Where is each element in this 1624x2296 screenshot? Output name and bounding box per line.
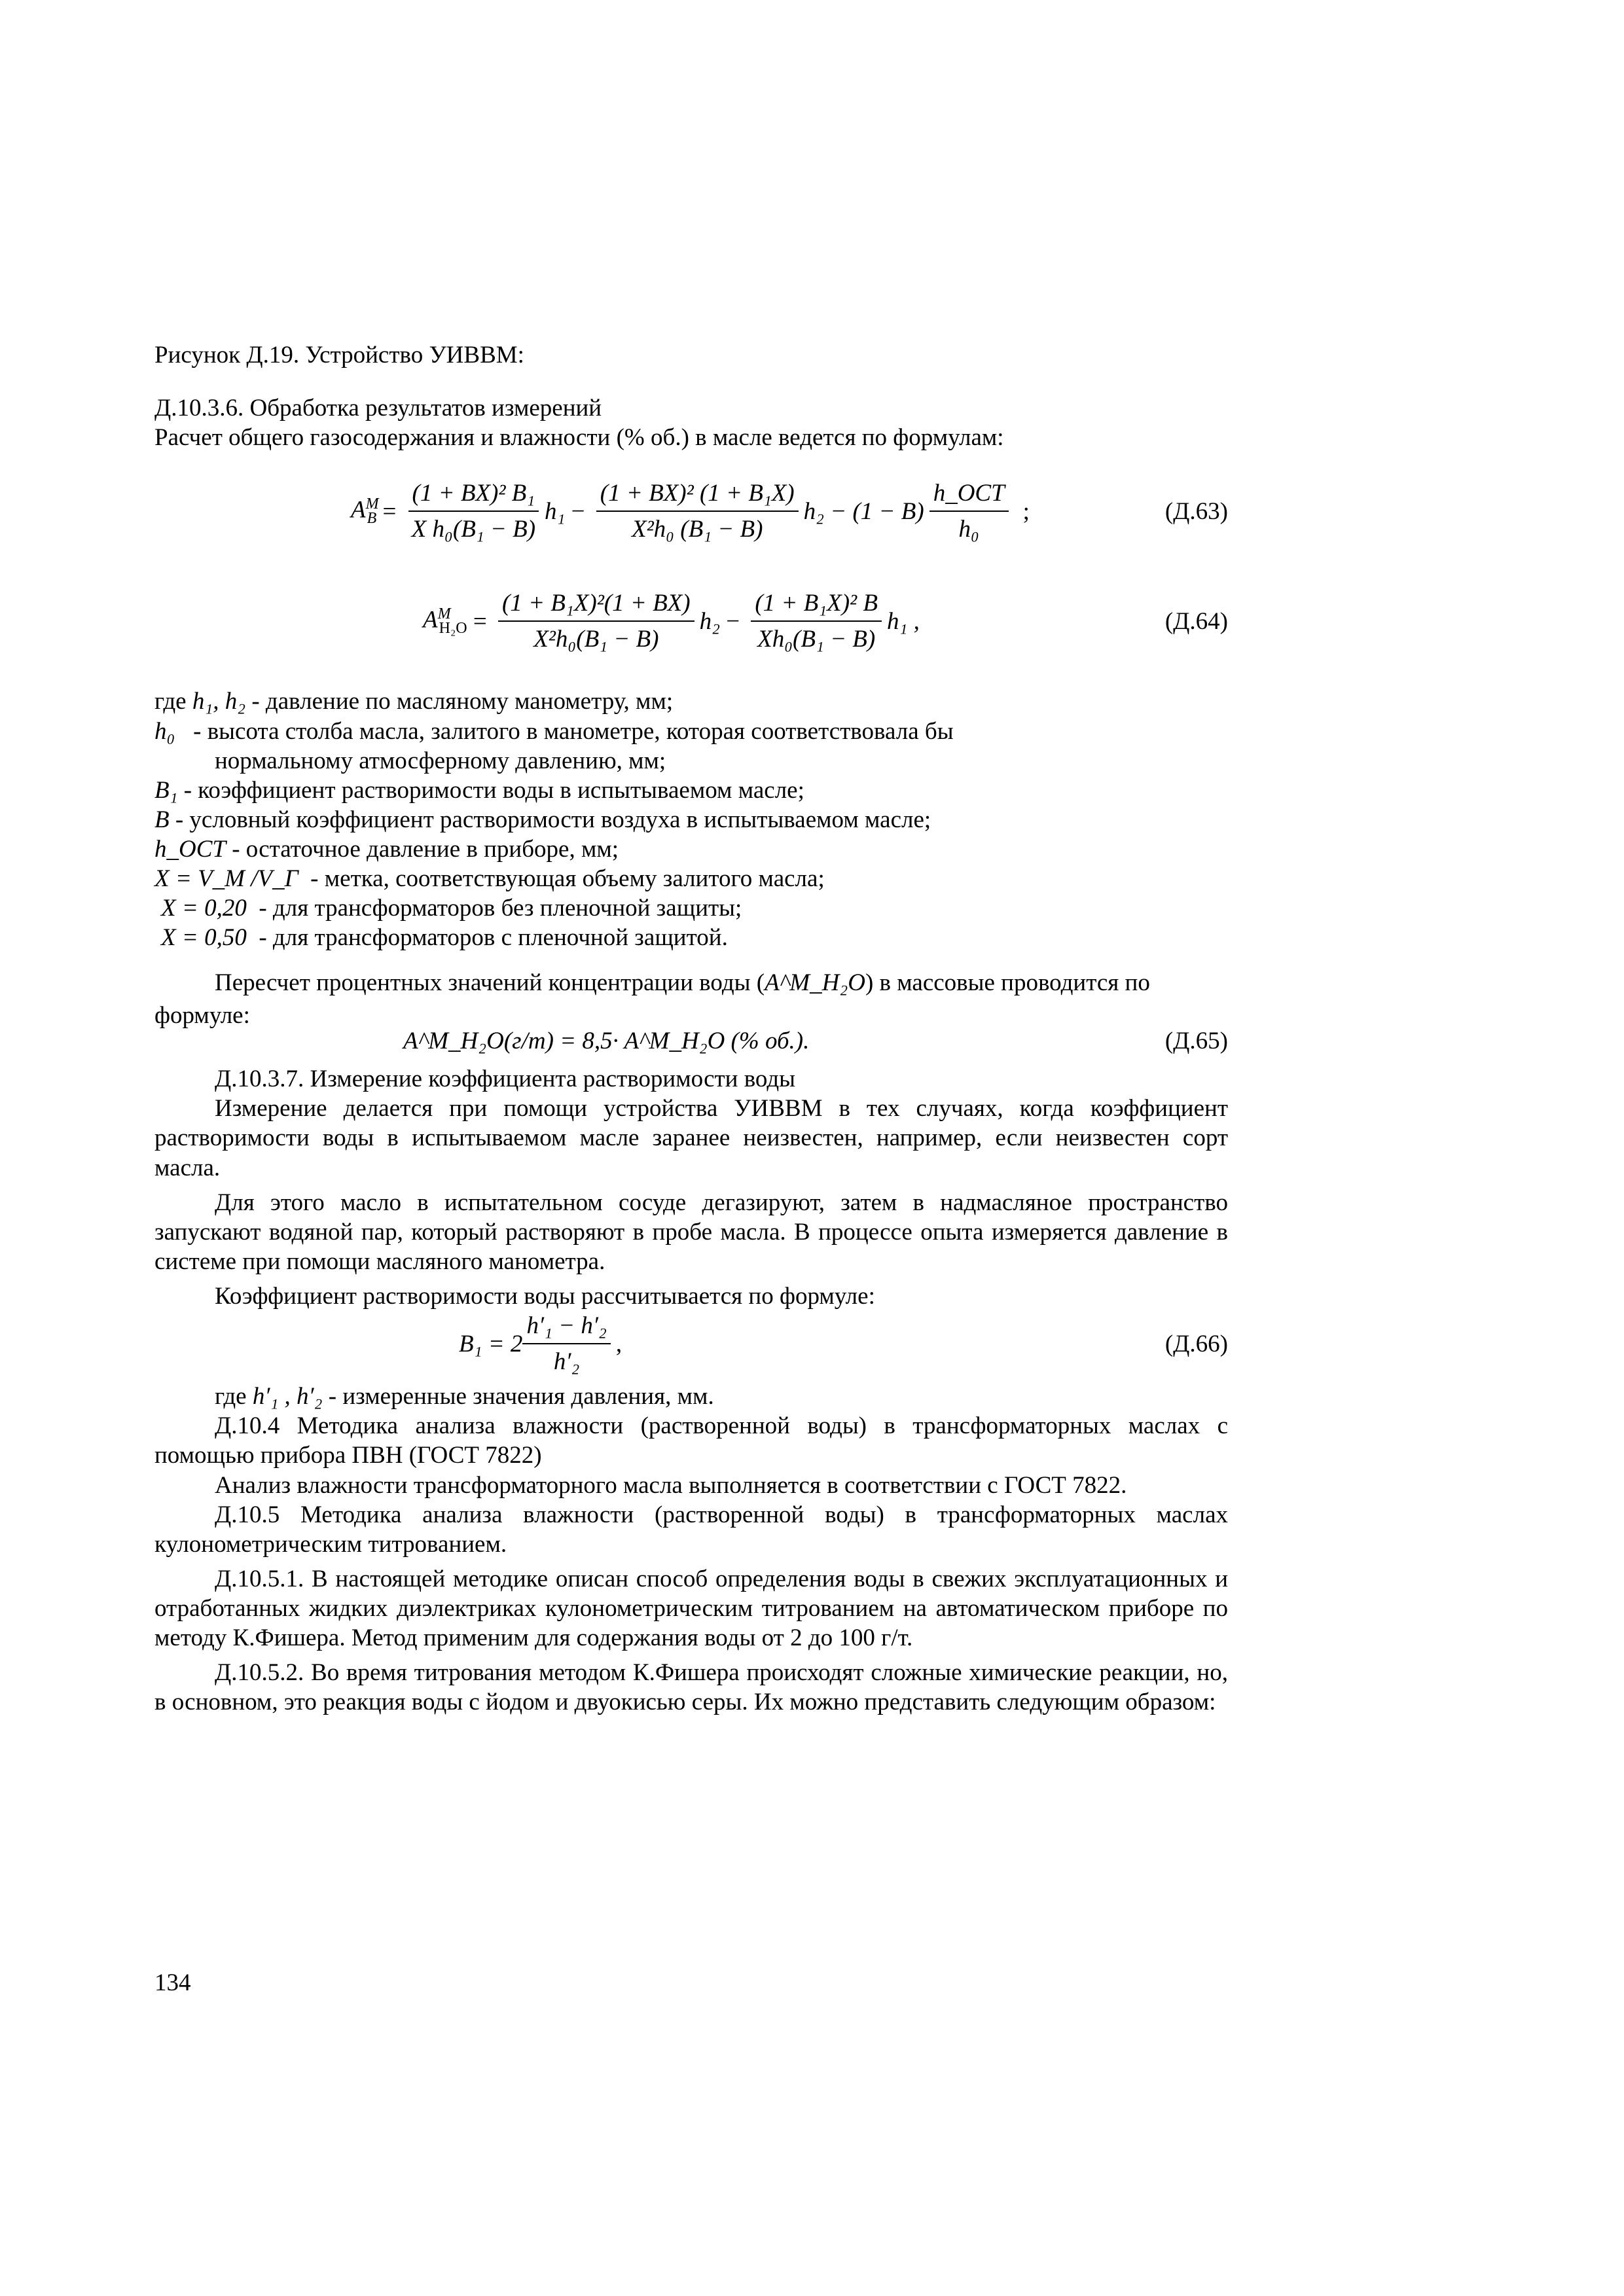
where-measured-values: где h′₁ , h′₂ - измеренные значения давления, мм. (215, 1383, 714, 1410)
eq63-h2: h₂ − (1 − B) (803, 497, 924, 525)
equation-number-d64: (Д.64) (1164, 607, 1228, 635)
section-1037-paragraph-3: Коэффициент растворимости воды рассчитывается по формуле: (215, 1283, 875, 1310)
definition-x-050: X = 0,50 - для трансформаторов с пленочной защитой. (161, 924, 728, 952)
eq63-h1: h₁ (545, 497, 566, 525)
equation-d64: $A^M_{H_2O}$ = $\frac{\text{(1 + B₁X)²(1 + BX)}}{\text{X²h₀(B₁ − B)}}$ h₂ − $\frac{\text{(1 + B₁X)² B}}{\text{Xh₀(B₁ − B)}}$ h₁ , (Д.64) (154, 575, 1228, 667)
eq64-h1: h₁ , (886, 607, 920, 635)
definition-x-020: X = 0,20 - для трансформаторов без пленочной защиты; (161, 895, 742, 922)
recalc-paragraph: Пересчет процентных значений концентрации воды (A^M_H₂O) в массовые проводится по (215, 969, 1150, 996)
eq66-lhs: B₁ = 2 (459, 1330, 523, 1357)
section-1037-paragraph-2: Для этого масло в испытательном сосуде дегазируют, затем в надмасляное пространство запускают водяной пар, который растворяют в пробе масла. В процессе опыта измеряется давление в системе при помощи масляного манометра. (154, 1189, 1228, 1275)
eq64-h2: h₂ (699, 607, 720, 635)
eq65-expression: A^M_H₂O(г/т) = 8,5· A^M_H₂O (% об.). (403, 1027, 810, 1054)
equation-d63: $A^M_B$ = $\frac{\text{(1 + BX)² B₁}}{\text{X h₀(B₁ − B)}}$ h₁ − $\frac{\text{(1 + BX)² (1 + B₁X)}}{\text{X²h₀ (B₁ − B)}}$ h₂ − (1 − B) $\frac{\text{h\_ОСТ}}{\text{h₀}}$ ; (Д.63) (154, 465, 1228, 557)
section-1037-paragraph-1: Измерение делается при помощи устройства УИВВМ в тех случаях, когда коэффициент растворимости воды в испытываемом масле заранее неизвестен, например, если неизвестен сорт масла. (154, 1095, 1228, 1181)
definition-host: h_ОСТ - остаточное давление в приборе, мм; (154, 836, 619, 863)
eq64-fraction-2: $\frac{\text{(1 + B₁X)² B}}{\text{Xh₀(B₁ − B)}}$ (751, 588, 882, 654)
equation-number-d66: (Д.66) (1164, 1330, 1228, 1357)
equation-number-d65: (Д.65) (1164, 1027, 1228, 1054)
eq66-fraction: $\frac{\text{h′₁ − h′₂}}{\text{h′₂}}$ (522, 1311, 610, 1376)
definitions-list (154, 687, 1228, 952)
section-heading-104: Д.10.4 Методика анализа влажности (растворенной воды) в трансформаторных маслах с помощью прибора ПВН (ГОСТ 7822) (154, 1412, 1228, 1469)
section-heading-105: Д.10.5 Методика анализа влажности (растворенной воды) в трансформаторных маслах кулонометрическим титрованием. (154, 1501, 1228, 1558)
equation-d65 (154, 1017, 1228, 1064)
section-105-paragraph-1: Д.10.5.1. В настоящей методике описан способ определения воды в свежих эксплуатационных и отработанных жидких диэлектриках кулонометрическим титрованием на автоматическом приборе по методу К.Фишера. Метод применим для содержания воды от 2 до 100 г/т. (154, 1565, 1228, 1652)
eq63-fraction-3: $\frac{\text{h\_ОСТ}}{\text{h₀}}$ (929, 478, 1009, 544)
eq64-lhs: $A^M_{H_2O}$ (423, 605, 467, 637)
section-intro-1036: Расчет общего газосодержания и влажности (% об.) в масле ведется по формулам: (154, 424, 1004, 452)
page-number: 134 (154, 1969, 191, 1996)
section-heading-1036: Д.10.3.6. Обработка результатов измерений (154, 395, 602, 422)
equation-d66: B₁ = 2 $\frac{\text{h′₁ − h′₂}}{\text{h′₂}}$ , (Д.66) (154, 1311, 1228, 1376)
eq64-fraction-1: $\frac{\text{(1 + B₁X)²(1 + BX)}}{\text{X²h₀(B₁ − B)}}$ (498, 588, 695, 654)
recalc-formula-label: формуле: (154, 1002, 250, 1029)
definition-b: B - условный коэффициент растворимости воздуха в испытываемом масле; (154, 806, 931, 833)
section-heading-1037: Д.10.3.7. Измерение коэффициента растворимости воды (215, 1066, 796, 1093)
section-105-paragraph-2: Д.10.5.2. Во время титрования методом К.Фишера происходят сложные химические реакции, но, в основном, это реакция воды с йодом и двуокисью серы. Их можно представить следующим образом: (154, 1659, 1228, 1716)
definition-h1-h2: где h₁, h₂ - давление по масляному манометру, мм; (154, 688, 674, 715)
equation-number-d63: (Д.63) (1164, 497, 1228, 525)
eq63-lhs: $A^M_B$ (351, 495, 379, 527)
figure-caption: Рисунок Д.19. Устройство УИВВМ: (154, 342, 524, 368)
definition-h0: h₀ - высота столба масла, залитого в манометре, которая соответствовала бы (154, 717, 954, 745)
definition-b1: B₁ - коэффициент растворимости воды в испытываемом масле; (154, 776, 804, 804)
section-104-paragraph: Анализ влажности трансформаторного масла выполняется в соответствии с ГОСТ 7822. (215, 1471, 1127, 1499)
definition-x: X = V_M /V_Г - метка, соответствующая объему залитого масла; (154, 865, 825, 893)
eq63-fraction-2: $\frac{\text{(1 + BX)² (1 + B₁X)}}{\text{X²h₀ (B₁ − B)}}$ (596, 478, 799, 544)
definition-h0-continued: нормальному атмосферному давлению, мм; (215, 747, 666, 774)
eq63-fraction-1: $\frac{\text{(1 + BX)² B₁}}{\text{X h₀(B₁ − B)}}$ (408, 478, 539, 544)
document-page (154, 340, 1228, 1717)
